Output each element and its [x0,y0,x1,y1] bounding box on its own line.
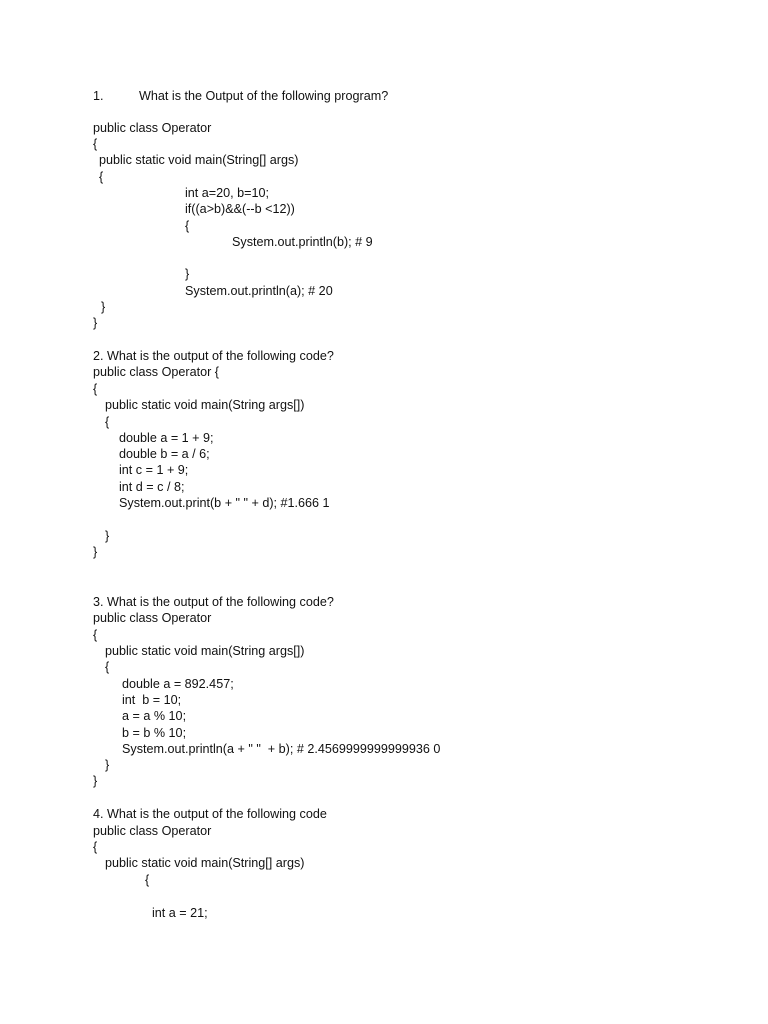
code-line: } [101,300,106,314]
code-line: { [99,170,104,184]
code-line: int a = 21; [152,906,208,920]
code-line: } [105,758,110,772]
code-line: System.out.print(b + " " + d); #1.666 1 [119,496,330,510]
code-line: if((a>b)&&(--b <12)) [185,202,295,216]
code-line: } [93,774,98,788]
code-line: b = b % 10; [122,726,187,740]
code-line: double a = 892.457; [122,677,234,691]
code-line: { [185,219,190,233]
code-line: double a = 1 + 9; [119,431,214,445]
code-line: public static void main(String args[]) [105,398,305,412]
code-line: System.out.println(a); # 20 [185,284,333,298]
code-line: } [93,545,98,559]
code-line: int c = 1 + 9; [119,463,189,477]
question-title: 2. What is the output of the following code? [93,349,334,363]
code-line: a = a % 10; [122,709,187,723]
code-line: int a=20, b=10; [185,186,270,200]
code-line: public class Operator [93,611,212,625]
code-line: public static void main(String args[]) [105,644,305,658]
code-line: { [93,382,98,396]
question-title: 4. What is the output of the following code [93,807,327,821]
code-line: { [93,137,98,151]
code-line: { [93,628,98,642]
code-line: { [105,660,110,674]
question-title: 3. What is the output of the following code? [93,595,334,609]
question-title: What is the Output of the following program? [139,89,389,103]
code-line: public static void main(String[] args) [99,153,299,167]
code-line: public class Operator { [93,365,219,379]
code-line: } [105,529,110,543]
code-line: System.out.println(a + " " + b); # 2.4569999999999936 0 [122,742,441,756]
code-line: { [93,840,98,854]
code-line: { [145,873,150,887]
code-line: public class Operator [93,824,212,838]
code-line: int d = c / 8; [119,480,185,494]
code-line: } [185,267,190,281]
code-line: } [93,316,98,330]
code-line: System.out.println(b); # 9 [232,235,373,249]
code-line: int b = 10; [122,693,182,707]
code-line: public class Operator [93,121,212,135]
code-line: { [105,415,110,429]
code-line: double b = a / 6; [119,447,210,461]
code-line: public static void main(String[] args) [105,856,305,870]
question-number: 1. [93,89,104,103]
